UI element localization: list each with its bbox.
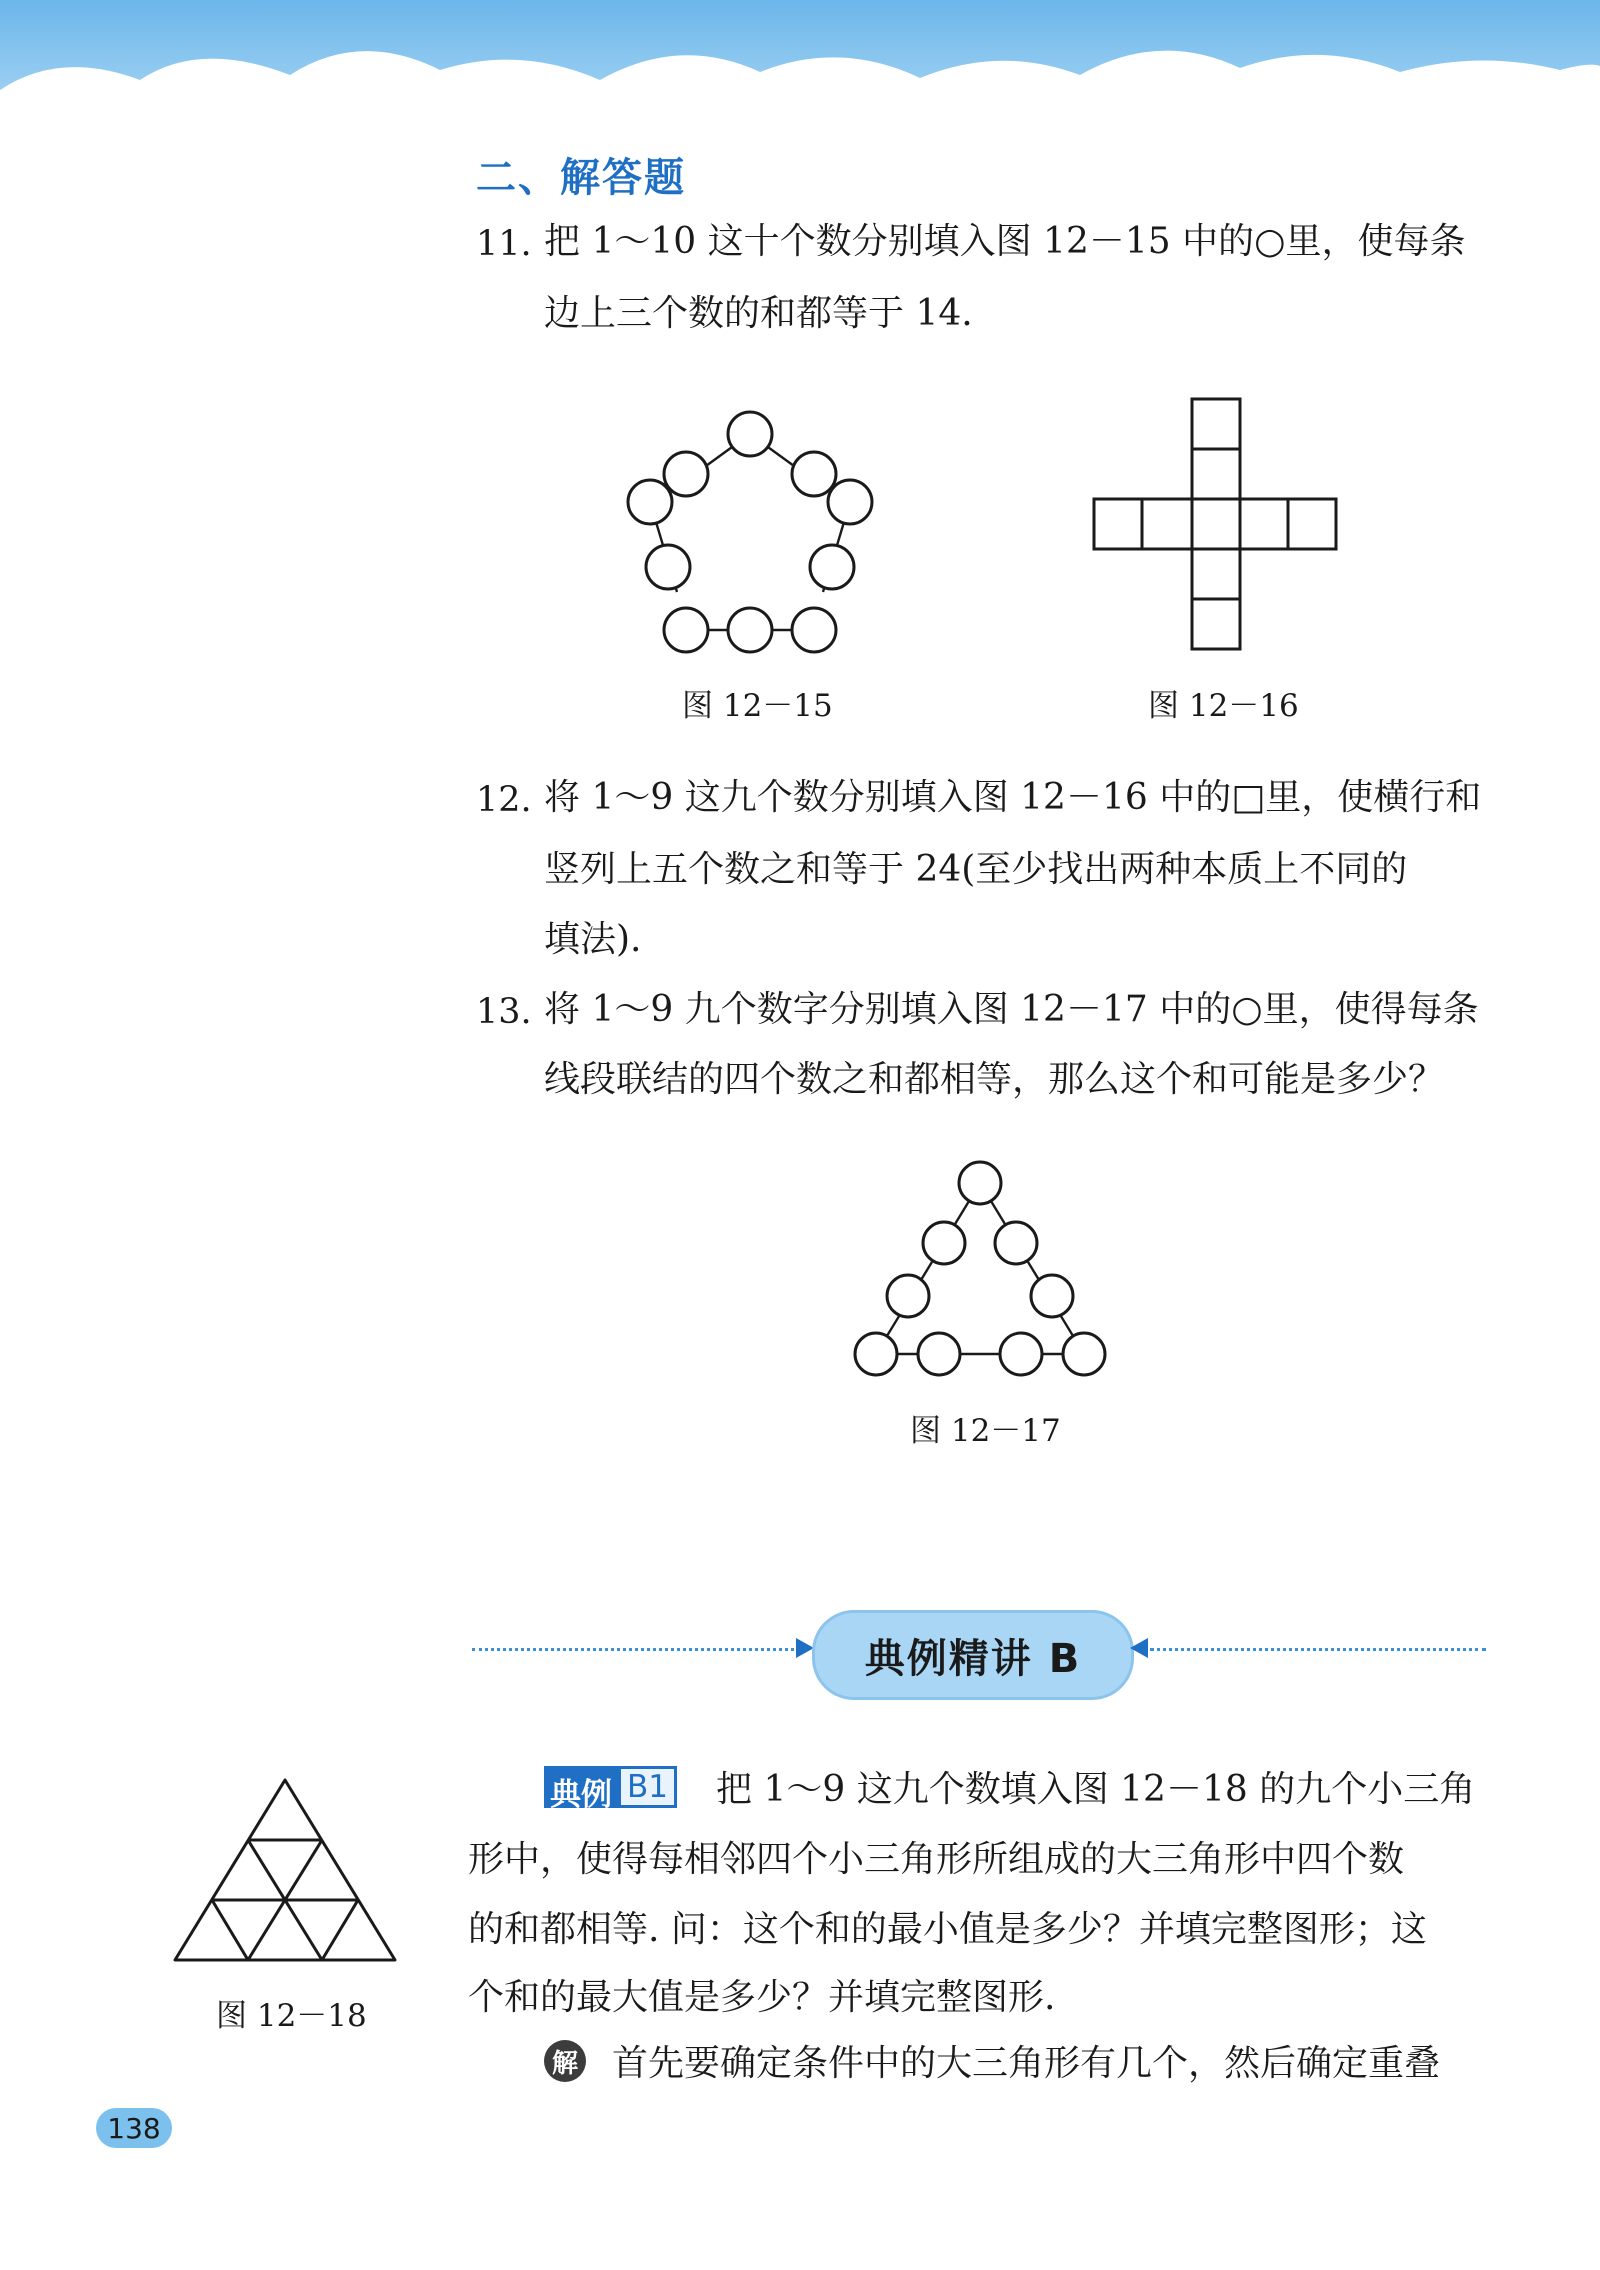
- header-sky-decoration: [0, 0, 1600, 150]
- figure-caption: 图 12－18: [216, 1998, 367, 2034]
- example-label: [544, 1766, 677, 1813]
- figure-12-16-cross: [1090, 396, 1340, 656]
- question-number: 13.: [476, 992, 532, 1032]
- solution-icon: 解: [544, 2040, 586, 2082]
- page-number: 138: [96, 2108, 172, 2148]
- figure-caption: 图 12－15: [682, 688, 833, 724]
- question-text-line: 将 1～9 这九个数分别填入图 12－16 中的□里，使横行和: [544, 777, 1482, 818]
- example-text-line: 把 1～9 这九个数填入图 12－18 的九个小三角: [716, 1769, 1476, 1810]
- question-text-line: 填法).: [544, 919, 642, 960]
- question-number: 11.: [476, 224, 532, 264]
- figure-12-17-triangle: [848, 1158, 1108, 1380]
- solution-text: 首先要确定条件中的大三角形有几个，然后确定重叠: [612, 2043, 1441, 2084]
- example-label-id: B1: [618, 1766, 677, 1808]
- question-text-line: 把 1～10 这十个数分别填入图 12－15 中的○里，使每条: [544, 221, 1466, 262]
- question-text-line: 线段联结的四个数之和都相等，那么这个和可能是多少？: [544, 1059, 1445, 1100]
- question-text-line: 将 1～9 九个数字分别填入图 12－17 中的○里，使得每条: [544, 989, 1479, 1030]
- example-label-tag: 典例: [544, 1766, 618, 1808]
- dotted-rule-left: [472, 1648, 794, 1651]
- question-number: 12.: [476, 780, 532, 820]
- question-text-line: 竖列上五个数之和等于 24(至少找出两种本质上不同的: [544, 849, 1408, 890]
- figure-12-15-pentagon: [620, 405, 880, 660]
- arrow-left-icon: [1130, 1638, 1148, 1658]
- figure-caption: 图 12－17: [910, 1413, 1061, 1449]
- example-text-line: 形中，使得每相邻四个小三角形所组成的大三角形中四个数: [468, 1839, 1405, 1880]
- dotted-rule-right: [1150, 1648, 1486, 1651]
- section-title: 二、解答题: [476, 155, 686, 201]
- banner-title: 典例精讲 B: [812, 1610, 1134, 1700]
- example-text-line: 的和都相等. 问：这个和的最小值是多少？并填完整图形；这: [468, 1909, 1427, 1950]
- figure-caption: 图 12－16: [1148, 688, 1299, 724]
- example-text-line: 个和的最大值是多少？并填完整图形.: [468, 1977, 1056, 2018]
- figure-12-18-subdivided-triangle: [172, 1774, 402, 1970]
- question-text-line: 边上三个数的和都等于 14.: [544, 293, 973, 334]
